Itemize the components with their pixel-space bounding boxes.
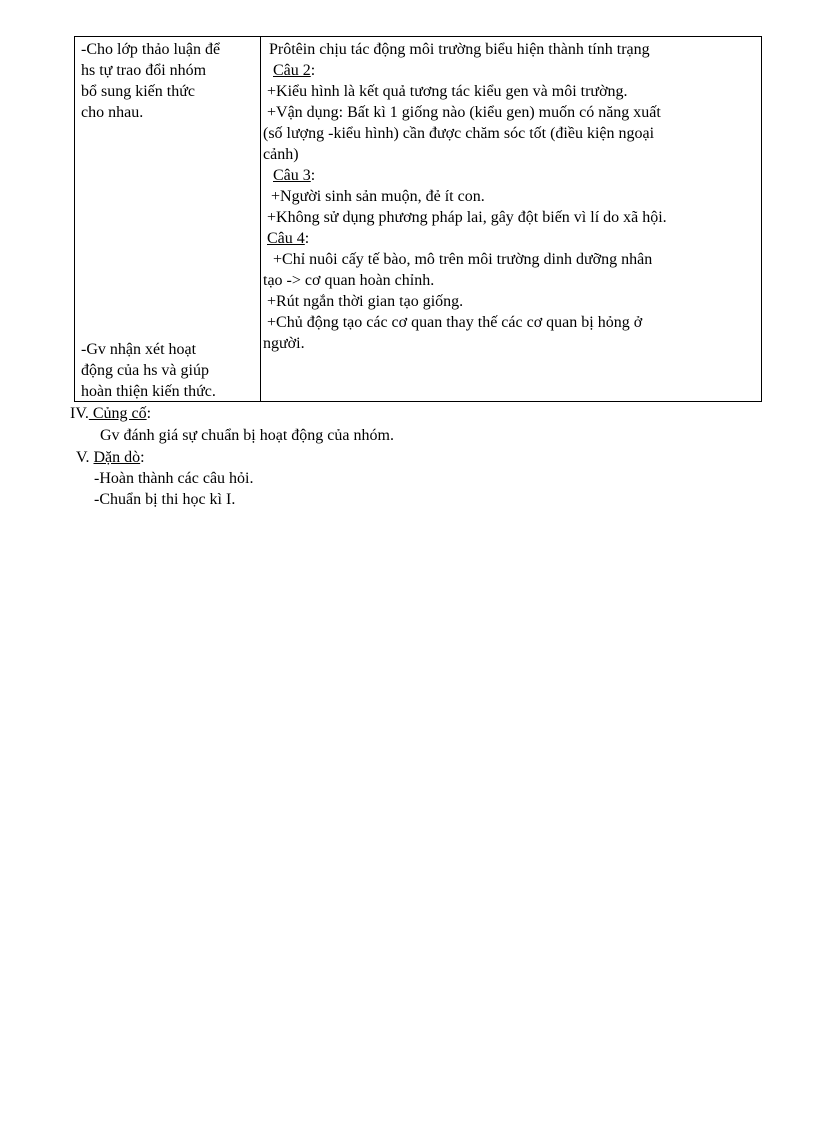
section-v-heading [76,447,145,468]
discussion-line-3: bổ sung kiến thức [81,83,195,100]
section-iv-colon: : [146,405,152,422]
answer-column [261,37,761,401]
review-line-1: -Gv nhận xét hoạt [81,341,197,358]
question-4-line-4: +Chủ động tạo các cơ quan thay thế các cơ quan bị hỏng ở [267,314,643,331]
discussion-line-4: cho nhau. [81,104,144,121]
section-v-numeral: V. [76,449,90,466]
discussion-line-2: hs tự trao đổi nhóm [81,62,207,79]
section-v-title: Dặn dò [93,449,141,466]
question-3-colon: : [310,167,316,184]
section-v-item-2: -Chuẩn bị thi học kì I. [94,491,236,508]
section-iv-heading [70,403,151,424]
section-v-item-1: -Hoàn thành các câu hỏi. [94,470,254,487]
teacher-activity-column [75,37,261,401]
question-4-heading [267,228,309,249]
question-4-line-2: tạo -> cơ quan hoàn chỉnh. [263,272,435,289]
review-line-3: hoàn thiện kiến thức. [81,383,216,400]
question-2-line-1: +Kiểu hình là kết quả tương tác kiểu gen và môi trường. [267,83,628,100]
question-2-heading [273,60,315,81]
question-2-label: Câu 2 [273,62,311,79]
question-3-line-2: +Không sử dụng phương pháp lai, gây đột biến vì lí do xã hội. [267,209,667,226]
question-4-line-3: +Rút ngắn thời gian tạo giống. [267,293,464,310]
question-2-line-2: +Vận dụng: Bất kì 1 giống nào (kiểu gen) muốn có năng xuất [267,104,661,121]
discussion-line-1: -Cho lớp thảo luận để [81,41,221,58]
intro-line: Prôtêin chịu tác động môi trường biểu hiện thành tính trạng [269,41,650,58]
question-4-label: Câu 4 [267,230,305,247]
question-2-colon: : [310,62,316,79]
review-line-2: động của hs và giúp [81,362,209,379]
section-iv-body: Gv đánh giá sự chuẩn bị hoạt động của nhóm. [100,427,394,444]
question-3-line-1: +Người sinh sản muộn, đẻ ít con. [271,188,485,205]
question-4-line-1: +Chỉ nuôi cấy tế bào, mô trên môi trường dinh dưỡng nhân [273,251,653,268]
question-2-line-3: (số lượng -kiểu hình) cần được chăm sóc tốt (điều kiện ngoại [263,125,655,142]
section-iv-title: Củng cố [88,405,147,422]
question-4-colon: : [304,230,310,247]
section-iv-numeral: IV. [70,405,89,422]
question-3-label: Câu 3 [273,167,311,184]
question-2-line-4: cảnh) [263,146,299,163]
question-3-heading [273,165,315,186]
lesson-table [74,36,762,402]
question-4-line-5: người. [263,335,305,352]
section-v-colon: : [140,449,145,466]
